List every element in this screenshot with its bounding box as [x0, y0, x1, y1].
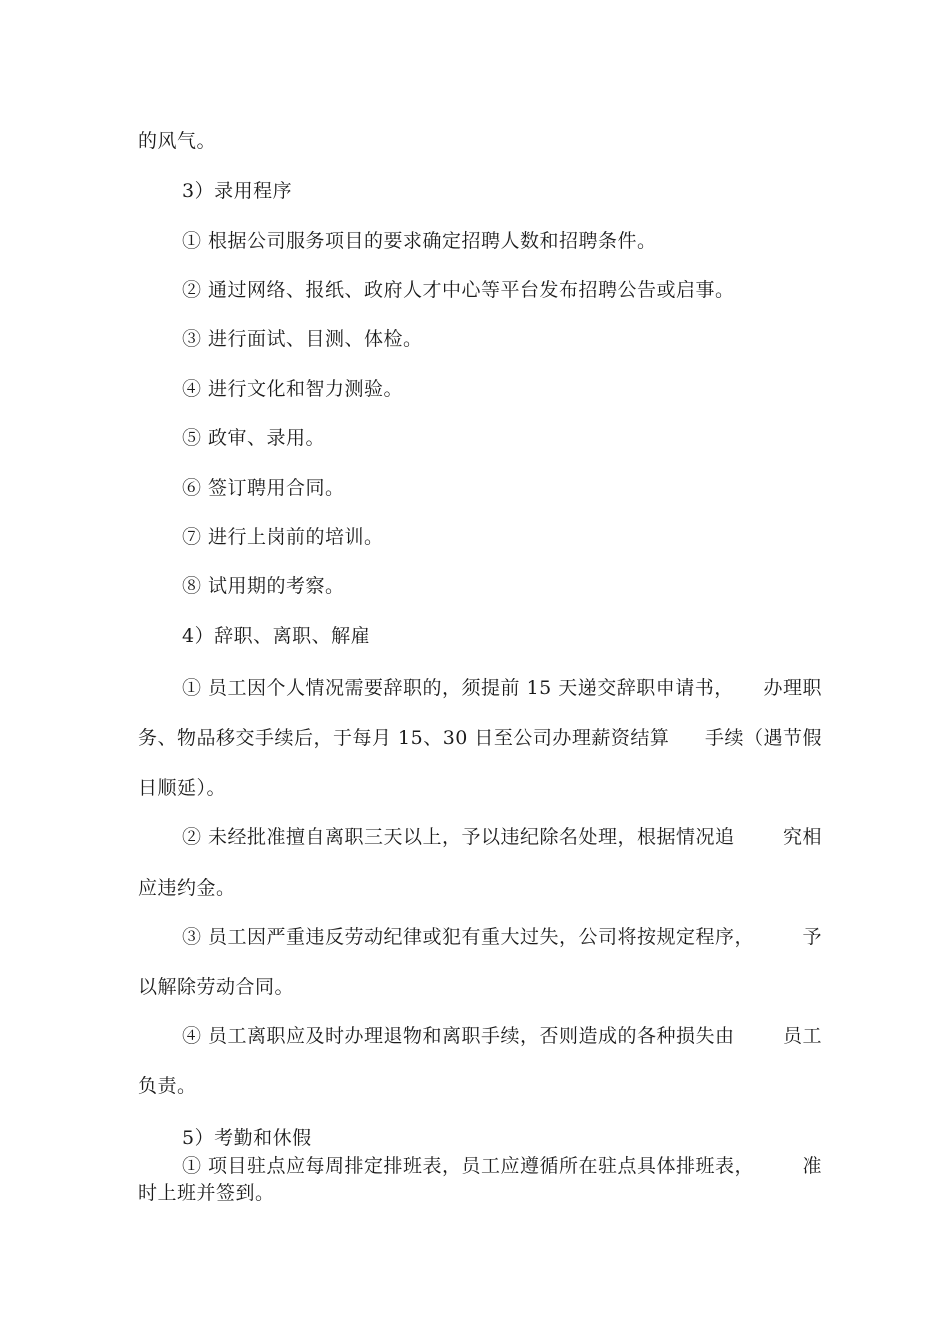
text-segment: 予	[802, 926, 822, 948]
list-item: ⑦ 进行上岗前的培训。	[182, 526, 384, 548]
paragraph-line: 时上班并签到。	[138, 1182, 275, 1204]
text-segment: 办理职	[763, 677, 822, 699]
list-item: ② 通过网络、报纸、政府人才中心等平台发布招聘公告或启事。	[182, 279, 735, 301]
paragraph-continuation: 的风气。	[138, 130, 217, 152]
text-segment: ② 未经批准擅自离职三天以上，予以违纪除名处理，根据情况追	[182, 826, 735, 848]
text-segment: ③ 员工因严重违反劳动纪律或犯有重大过失，公司将按规定程序，	[182, 926, 755, 948]
paragraph-line: 以解除劳动合同。	[138, 976, 295, 998]
paragraph-line	[182, 676, 822, 700]
text-segment: 手续（遇节假	[704, 727, 822, 749]
text-segment: 员工	[782, 1025, 822, 1047]
paragraph-line	[182, 825, 822, 849]
text-segment: 准	[802, 1155, 822, 1177]
list-item: ⑤ 政审、录用。	[182, 427, 326, 449]
list-item: ③ 进行面试、目测、体检。	[182, 328, 423, 350]
list-item: ⑧ 试用期的考察。	[182, 575, 345, 597]
text-segment: 究相	[782, 826, 822, 848]
section-heading-attendance: 5）考勤和休假	[182, 1127, 312, 1149]
paragraph-line	[182, 1024, 822, 1048]
section-heading-hiring-procedure: 3）录用程序	[182, 180, 293, 202]
list-item: ④ 进行文化和智力测验。	[182, 378, 404, 400]
text-segment: ① 项目驻点应每周排定排班表，员工应遵循所在驻点具体排班表，	[182, 1155, 755, 1177]
list-item: ① 根据公司服务项目的要求确定招聘人数和招聘条件。	[182, 230, 657, 252]
paragraph-line: 负责。	[138, 1075, 197, 1097]
text-segment: ① 员工因个人情况需要辞职的，须提前 15 天递交辞职申请书，	[182, 677, 734, 699]
paragraph-line: 日顺延）。	[138, 777, 227, 799]
text-segment: ④ 员工离职应及时办理退物和离职手续，否则造成的各种损失由	[182, 1025, 735, 1047]
paragraph-line	[182, 1154, 822, 1178]
text-segment: 务、物品移交手续后，于每月 15、30 日至公司办理薪资结算	[138, 727, 670, 749]
paragraph-line	[138, 726, 822, 750]
list-item: ⑥ 签订聘用合同。	[182, 477, 345, 499]
paragraph-line	[182, 925, 822, 949]
section-heading-resignation: 4）辞职、离职、解雇	[182, 625, 371, 647]
paragraph-line: 应违约金。	[138, 877, 236, 899]
